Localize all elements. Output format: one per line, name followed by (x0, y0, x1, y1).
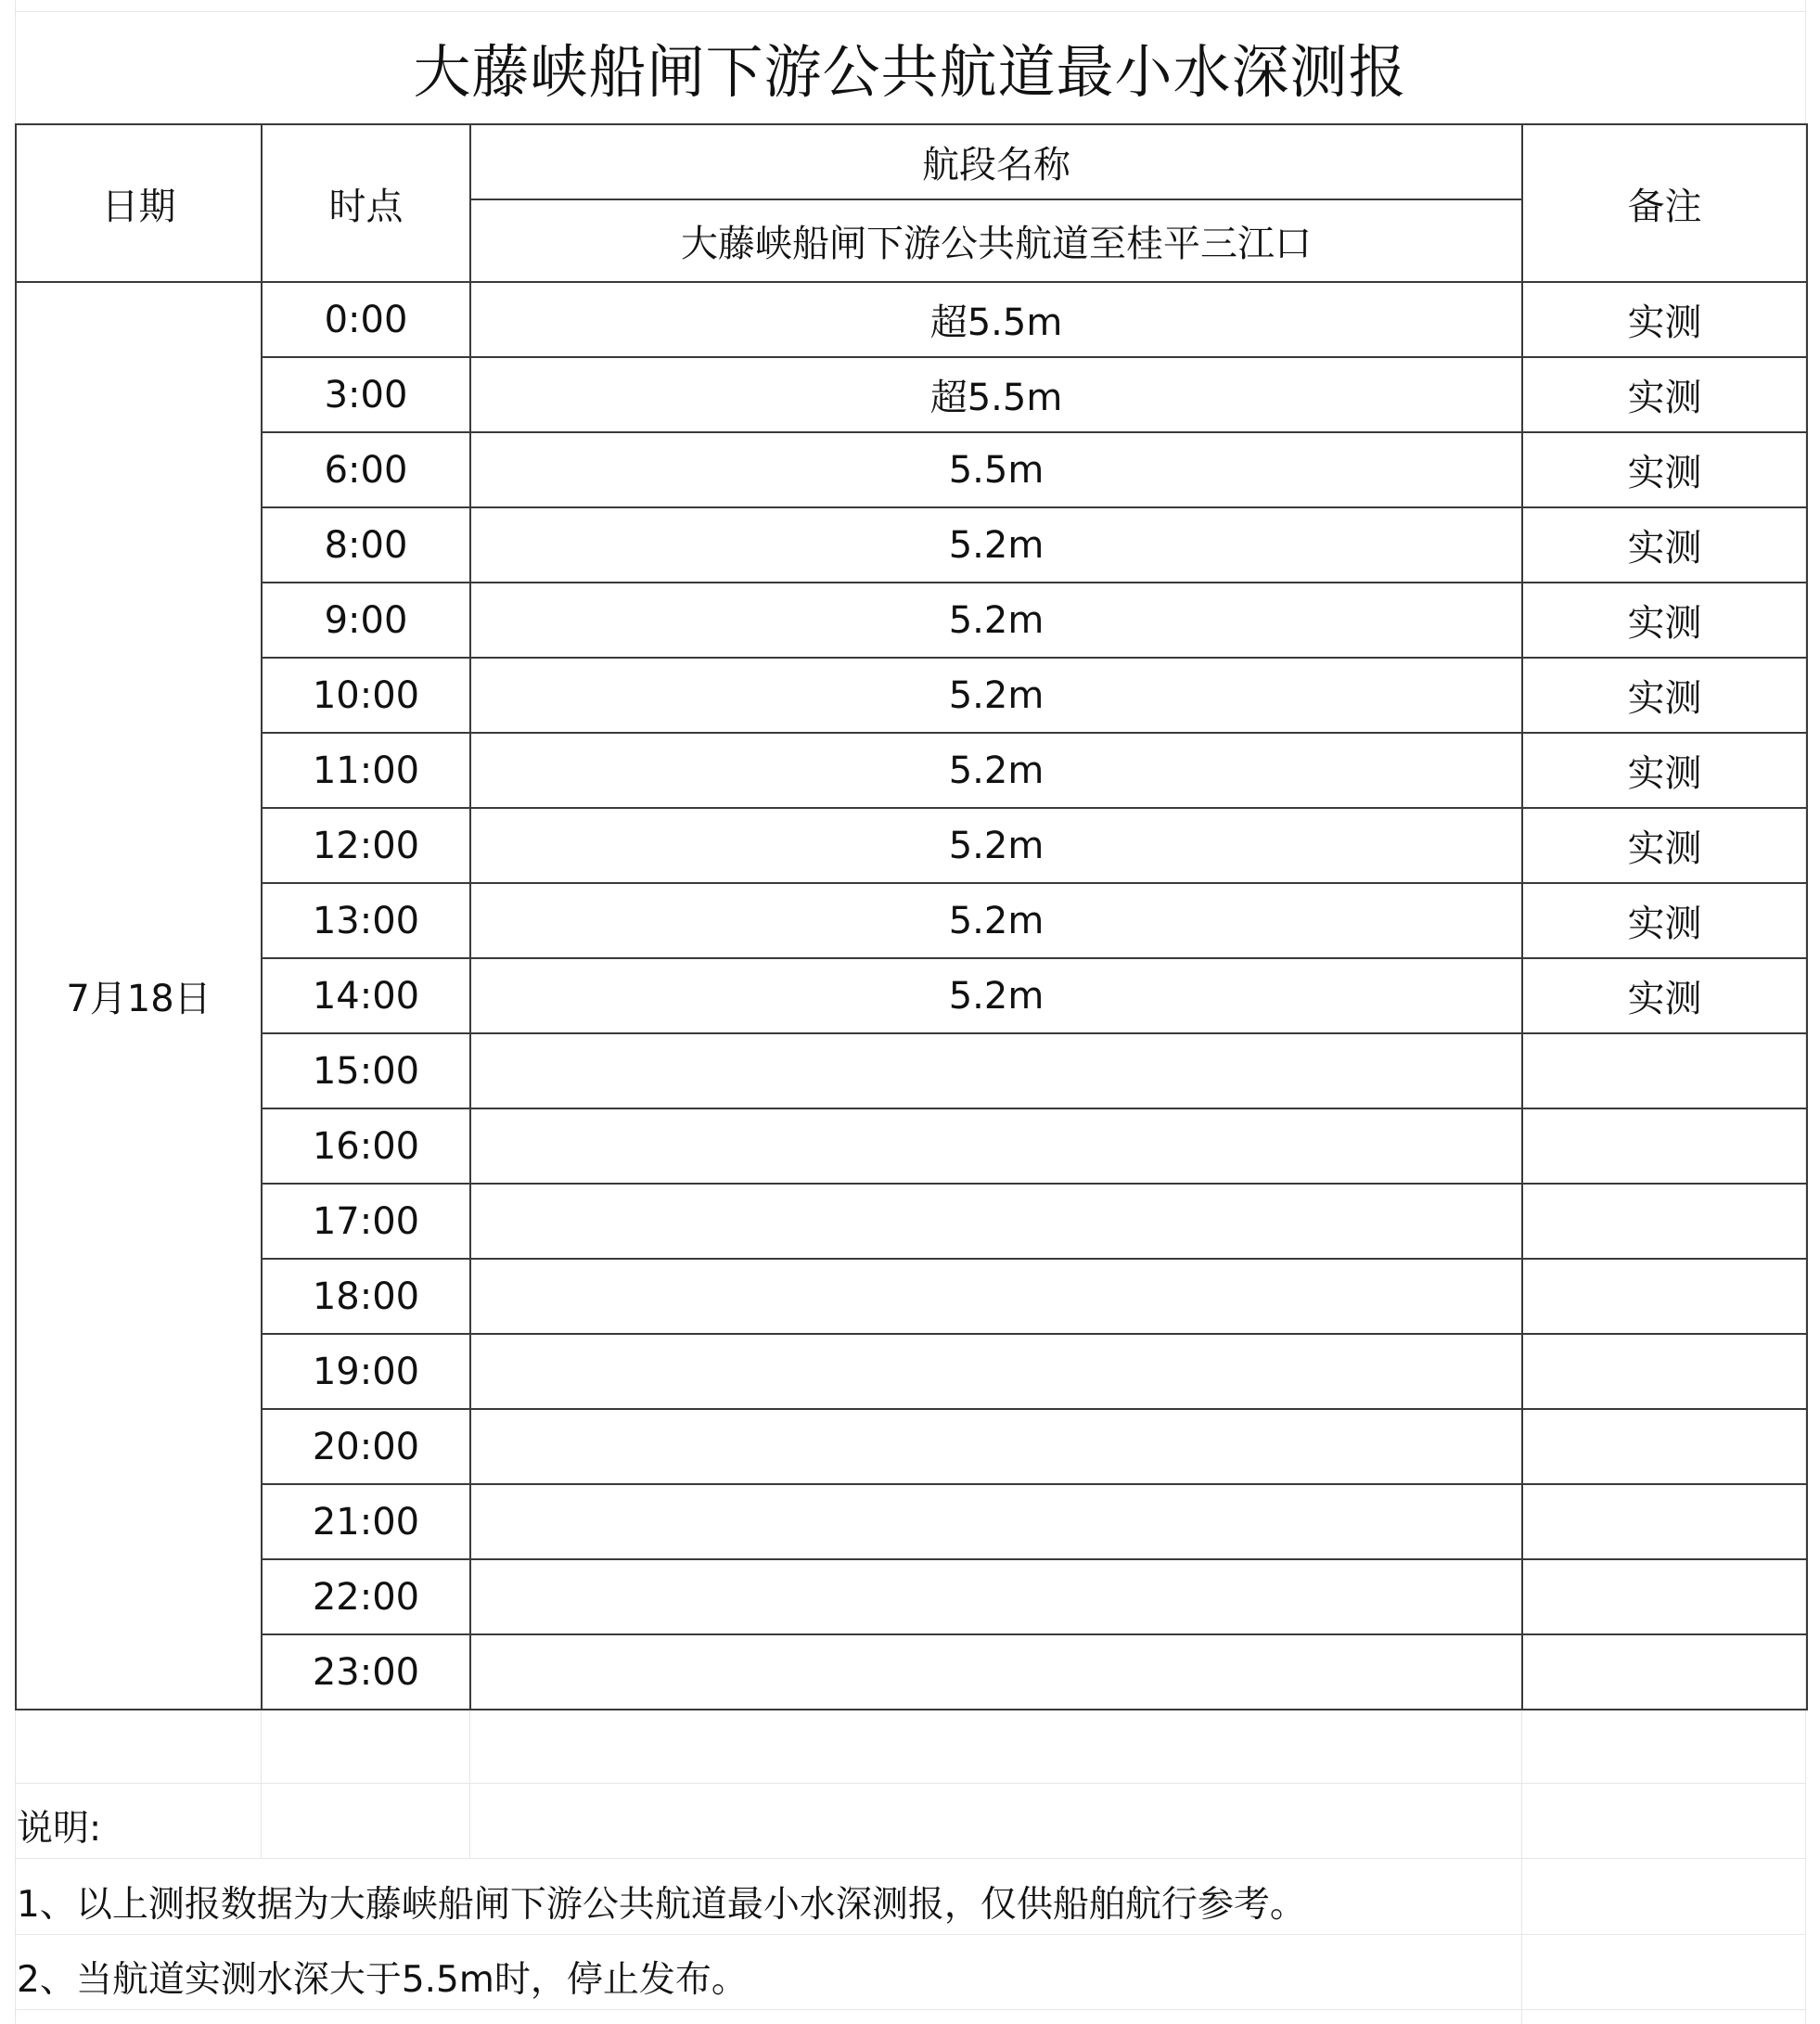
time-cell: 14:00 (262, 958, 470, 1033)
table-row (16, 432, 1807, 507)
time-cell: 0:00 (262, 282, 470, 357)
remark-cell: 实测 (1522, 357, 1807, 432)
grid-line (261, 1710, 262, 1858)
table-row (16, 583, 1807, 658)
depth-cell: 5.2m (470, 733, 1522, 808)
time-cell: 6:00 (262, 432, 470, 507)
remark-cell (1522, 1259, 1807, 1334)
table-row (16, 1033, 1807, 1108)
table-row (16, 1484, 1807, 1559)
remark-cell (1522, 1108, 1807, 1184)
header-time: 时点 (262, 124, 470, 282)
remark-cell: 实测 (1522, 658, 1807, 733)
time-cell: 11:00 (262, 733, 470, 808)
header-date: 日期 (16, 124, 262, 282)
time-cell: 16:00 (262, 1108, 470, 1184)
time-cell: 19:00 (262, 1334, 470, 1409)
depth-cell (470, 1334, 1522, 1409)
depth-cell (470, 1184, 1522, 1259)
grid-line (15, 1934, 1806, 1935)
date-cell: 7月18日 (16, 282, 262, 1710)
table-row (16, 357, 1807, 432)
remark-cell (1522, 1634, 1807, 1710)
time-cell: 23:00 (262, 1634, 470, 1710)
depth-cell (470, 1033, 1522, 1108)
depth-report-table (15, 123, 1808, 1710)
time-cell: 15:00 (262, 1033, 470, 1108)
time-cell: 9:00 (262, 583, 470, 658)
time-cell: 12:00 (262, 808, 470, 883)
header-remark: 备注 (1522, 124, 1807, 282)
grid-line (15, 1783, 1806, 1784)
depth-cell: 5.2m (470, 958, 1522, 1033)
remark-cell (1522, 1184, 1807, 1259)
table-row (16, 883, 1807, 958)
remark-cell: 实测 (1522, 432, 1807, 507)
grid-line (1521, 1710, 1522, 2024)
time-cell: 10:00 (262, 658, 470, 733)
remark-cell: 实测 (1522, 282, 1807, 357)
depth-cell: 超5.5m (470, 357, 1522, 432)
depth-cell: 5.5m (470, 432, 1522, 507)
time-cell: 21:00 (262, 1484, 470, 1559)
grid-line (15, 2009, 1806, 2010)
depth-cell (470, 1484, 1522, 1559)
table-row (16, 658, 1807, 733)
time-cell: 22:00 (262, 1559, 470, 1634)
depth-cell: 5.2m (470, 883, 1522, 958)
depth-cell (470, 1259, 1522, 1334)
table-row (16, 808, 1807, 883)
note-item-1: 1、以上测报数据为大藤峡船闸下游公共航道最小水深测报，仅供船舶航行参考。 (17, 1884, 1306, 1926)
depth-cell (470, 1108, 1522, 1184)
time-cell: 8:00 (262, 507, 470, 583)
table-row (16, 282, 1807, 357)
remark-cell (1522, 1484, 1807, 1559)
time-cell: 20:00 (262, 1409, 470, 1484)
depth-cell: 5.2m (470, 583, 1522, 658)
table-row (16, 1634, 1807, 1710)
note-item-2: 2、当航道实测水深大于5.5m时，停止发布。 (17, 1959, 748, 2001)
depth-cell: 5.2m (470, 507, 1522, 583)
depth-cell (470, 1559, 1522, 1634)
depth-cell: 5.2m (470, 808, 1522, 883)
depth-cell (470, 1409, 1522, 1484)
depth-cell (470, 1634, 1522, 1710)
grid-line (15, 1858, 1806, 1859)
remark-cell: 实测 (1522, 958, 1807, 1033)
table-row (16, 1559, 1807, 1634)
table-row (16, 958, 1807, 1033)
time-cell: 13:00 (262, 883, 470, 958)
time-cell: 18:00 (262, 1259, 470, 1334)
depth-cell: 5.2m (470, 658, 1522, 733)
table-row (16, 1259, 1807, 1334)
page-title: 大藤峡船闸下游公共航道最小水深测报 (413, 37, 1407, 106)
remark-cell: 实测 (1522, 507, 1807, 583)
header-section-group: 航段名称 (470, 124, 1522, 199)
table-row (16, 507, 1807, 583)
depth-cell: 超5.5m (470, 282, 1522, 357)
table-row (16, 1108, 1807, 1184)
time-cell: 17:00 (262, 1184, 470, 1259)
time-cell: 3:00 (262, 357, 470, 432)
grid-line (469, 1710, 470, 1858)
remark-cell: 实测 (1522, 808, 1807, 883)
remark-cell (1522, 1409, 1807, 1484)
remark-cell (1522, 1033, 1807, 1108)
remark-cell: 实测 (1522, 733, 1807, 808)
notes-heading: 说明: (17, 1808, 102, 1850)
table-row (16, 733, 1807, 808)
remark-cell (1522, 1559, 1807, 1634)
remark-cell: 实测 (1522, 583, 1807, 658)
remark-cell: 实测 (1522, 883, 1807, 958)
remark-cell (1522, 1334, 1807, 1409)
table-row (16, 1409, 1807, 1484)
table-row (16, 1334, 1807, 1409)
table-row (16, 1184, 1807, 1259)
header-section-name: 大藤峡船闸下游公共航道至桂平三江口 (470, 199, 1522, 282)
